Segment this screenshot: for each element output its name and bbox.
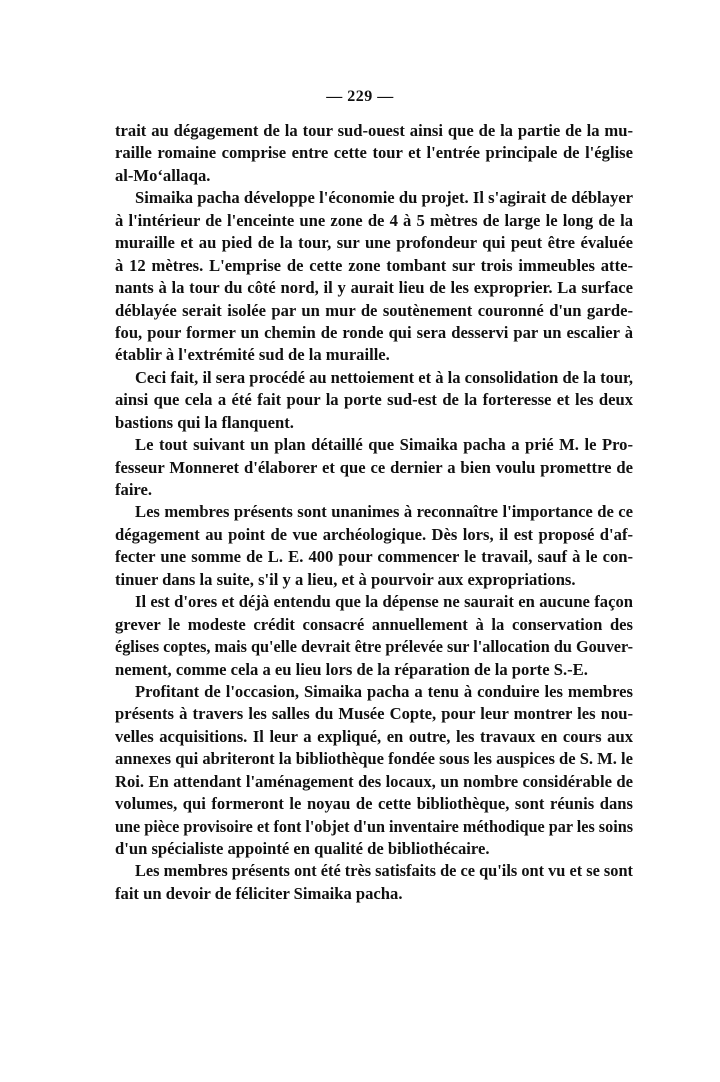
text-line: églises coptes, mais qu'elle devrait être prélevée sur l'allocation du Gouver- [115,637,633,657]
paragraph-first-line: Simaika pacha développe l'économie du projet. Il s'agirait de déblayer [135,188,633,208]
text-line: tinuer dans la suite, s'il y a lieu, et à pourvoir aux expropriations. [115,569,576,589]
text-line: présents à travers les salles du Musée Copte, pour leur montrer les nou- [115,704,633,724]
text-line: muraille et au pied de la tour, sur une profondeur qui peut être évaluée [115,233,633,253]
paragraph-first-line: Le tout suivant un plan détaillé que Simaika pacha a prié M. le Pro- [135,435,633,455]
text-line: fait un devoir de féliciter Simaika pacha. [115,883,403,903]
text-line: al-Mo‘allaqa. [115,165,211,185]
text-line: fesseur Monneret d'élaborer et que ce dernier a bien voulu promettre de [115,457,633,477]
paragraph-first-line: Les membres présents ont été très satisfaits de ce qu'ils ont vu et se sont [134,861,633,881]
text-line: faire. [115,480,153,499]
paragraph-first-line: Il est d'ores et déjà entendu que la dépense ne saurait en aucune façon [135,592,633,612]
paragraph-first-line: Les membres présents sont unanimes à reconnaître l'importance de ce [135,502,633,522]
text-line: une pièce provisoire et font l'objet d'un inventaire méthodique par les soins [115,816,633,836]
text-line: à 12 mètres. L'emprise de cette zone tombant sur trois immeubles atte- [115,255,633,275]
text-line: déblayée serait isolée par un mur de soutènement couronné d'un garde- [115,300,633,320]
text-line: ainsi que cela a été fait pour la porte sud-est de la forteresse et les deux [115,390,633,410]
text-line: à l'intérieur de l'enceinte une zone de 4 à 5 mètres de large le long de la [115,210,633,230]
text-line: fou, pour former un chemin de ronde qui sera desservi par un escalier à [115,322,633,342]
text-line: bastions qui la flanquent. [115,412,294,432]
text-line: nement, comme cela a eu lieu lors de la réparation de la porte S.-E. [115,659,588,679]
text-line: velles acquisitions. Il leur a expliqué, en outre, les travaux en cours aux [115,726,633,746]
text-line: dégagement au point de vue archéologique. Dès lors, il est proposé d'af- [115,524,633,544]
text-line: raille romaine comprise entre cette tour et l'entrée principale de l'église [115,143,633,163]
body-text [115,120,633,905]
text-line: grever le modeste crédit consacré annuellement à la conservation des [115,614,633,634]
paragraph-first-line: Ceci fait, il sera procédé au nettoiement et à la consolidation de la tour, [134,367,633,387]
paragraph-first-line: Profitant de l'occasion, Simaika pacha a tenu à conduire les membres [135,681,633,701]
text-line: d'un spécialiste appointé en qualité de bibliothécaire. [115,839,490,858]
text-line: Roi. En attendant l'aménagement des locaux, un nombre considérable de [115,771,633,791]
text-line: nants à la tour du côté nord, il y aurait lieu de les exproprier. La surface [115,278,633,298]
text-line: établir à l'extrémité sud de la muraille. [115,345,390,365]
page-number: — 229 — [326,88,394,105]
text-line: fecter une somme de L. E. 400 pour commencer le travail, sauf à le con- [115,547,633,567]
text-line: trait au dégagement de la tour sud-ouest ainsi que de la partie de la mu- [115,121,633,140]
text-line: volumes, qui formeront le noyau de cette bibliothèque, sont réunis dans [115,794,633,814]
text-line: annexes qui abriteront la bibliothèque fondée sous les auspices de S. M. le [115,749,633,769]
